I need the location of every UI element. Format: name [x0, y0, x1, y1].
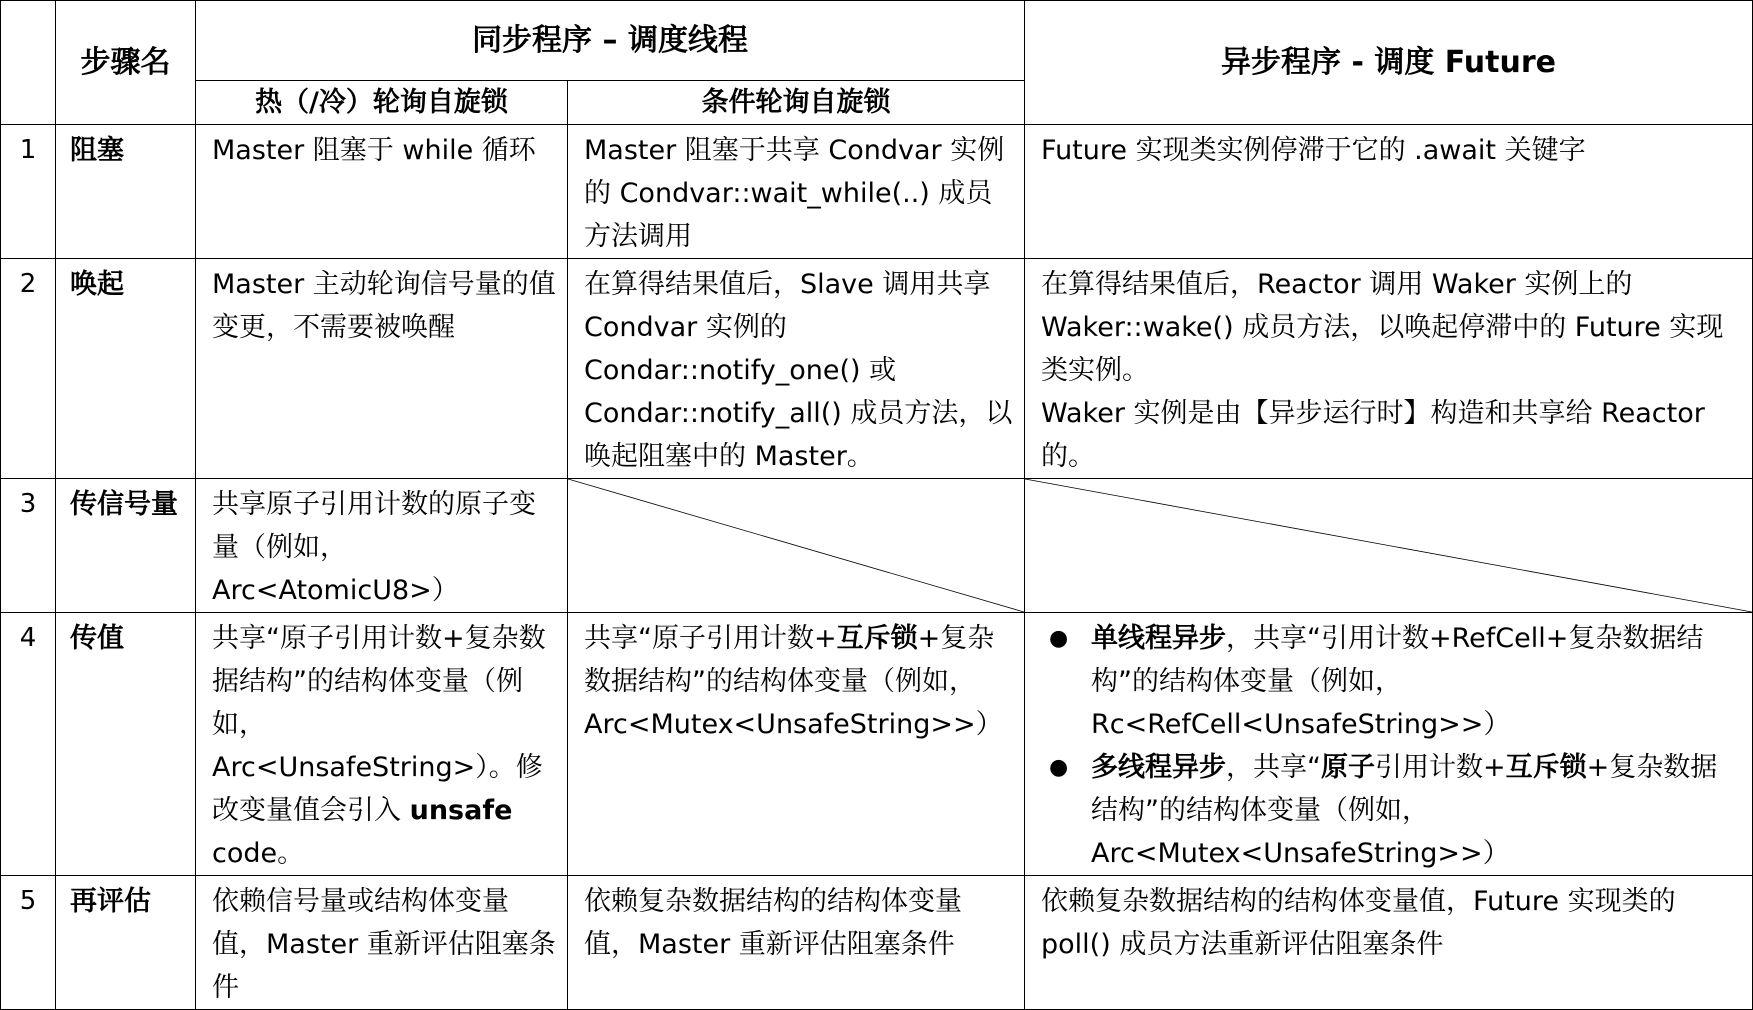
bullet-icon: ● [1049, 755, 1069, 780]
text-run-bold: 互斥锁 [836, 623, 918, 654]
header-row-top [1, 1, 1753, 81]
hot-spin-cell: Master 阻塞于 while 循环 [196, 125, 568, 259]
text-run: 共享“原子引用计数+复杂数据结构”的结构体变量（例如，Arc<UnsafeString>）。修改变量值会引入 [212, 623, 546, 826]
text-run-bold: 互斥锁 [1505, 752, 1587, 783]
header-hot-spin: 热（/冷）轮询自旋锁 [196, 81, 568, 125]
hot-spin-cell: 依赖信号量或结构体变量值，Master 重新评估阻塞条件 [196, 876, 568, 1010]
text-run: +复杂数据结构”的结构体变量（例如，Arc<Mutex<UnsafeString>>） [584, 623, 1003, 740]
async-cell [1025, 613, 1753, 876]
step-name: 唤起 [56, 259, 196, 479]
cond-spin-cell: Master 阻塞于共享 Condvar 实例的 Condvar::wait_while(..) 成员方法调用 [568, 125, 1025, 259]
step-name: 传值 [56, 613, 196, 876]
list-item [1041, 617, 1742, 746]
header-num-blank [1, 1, 56, 125]
cond-spin-cell: 在算得结果值后，Slave 调用共享 Condvar 实例的 Condar::notify_one() 或 Condar::notify_all() 成员方法，以唤起阻塞中的 Master。 [568, 259, 1025, 479]
diagonal-slash [1025, 479, 1752, 612]
async-cell: Future 实现类实例停滞于它的 .await 关键字 [1025, 125, 1753, 259]
header-step-name: 步骤名 [56, 1, 196, 125]
header-async-title: 异步程序 - 调度 Future [1025, 1, 1753, 125]
hot-spin-cell: 共享原子引用计数的原子变量（例如，Arc<AtomicU8>） [196, 479, 568, 613]
row-number: 4 [1, 613, 56, 876]
text-run: +复杂数据结构”的结构体变量（例如，Arc<Mutex<UnsafeString>>） [1091, 752, 1718, 869]
step-name: 传信号量 [56, 479, 196, 613]
text-run-bold: 原子 [1321, 752, 1376, 783]
text-run-bold: unsafe [409, 795, 513, 826]
cond-spin-cell [568, 613, 1025, 876]
text-run: ，共享“ [1226, 752, 1322, 783]
text-run: 引用计数+ [1375, 752, 1506, 783]
hot-spin-cell [196, 613, 568, 876]
list-item [1041, 746, 1742, 875]
row-number: 1 [1, 125, 56, 259]
hot-spin-cell: Master 主动轮询信号量的值变更，不需要被唤醒 [196, 259, 568, 479]
bullet-list [1041, 617, 1742, 875]
row-number: 5 [1, 876, 56, 1010]
bullet-icon: ● [1049, 626, 1069, 651]
row-number: 3 [1, 479, 56, 613]
step-name: 再评估 [56, 876, 196, 1010]
text-run: ，共享“引用计数+RefCell+复杂数据结构”的结构体变量（例如，Rc<RefCell<UnsafeString>>） [1091, 623, 1704, 740]
step-name: 阻塞 [56, 125, 196, 259]
async-paragraph: Waker 实例是由【异步运行时】构造和共享给 Reactor 的。 [1041, 398, 1705, 472]
table-row [1, 125, 1753, 259]
cond-spin-cell-empty [568, 479, 1025, 613]
header-cond-spin: 条件轮询自旋锁 [568, 81, 1025, 125]
table-row [1, 613, 1753, 876]
diagonal-slash [568, 479, 1024, 612]
cond-spin-cell: 依赖复杂数据结构的结构体变量值，Master 重新评估阻塞条件 [568, 876, 1025, 1010]
row-number: 2 [1, 259, 56, 479]
table-row [1, 259, 1753, 479]
async-cell [1025, 259, 1753, 479]
text-run-bold: 单线程异步 [1091, 623, 1227, 654]
table-row [1, 479, 1753, 613]
text-run: code。 [212, 838, 305, 869]
async-cell-empty [1025, 479, 1753, 613]
async-cell: 依赖复杂数据结构的结构体变量值，Future 实现类的 poll() 成员方法重新评估阻塞条件 [1025, 876, 1753, 1010]
text-run-bold: 多线程异步 [1091, 752, 1227, 783]
async-paragraph: 在算得结果值后，Reactor 调用 Waker 实例上的 Waker::wake() 成员方法，以唤起停滞中的 Future 实现类实例。 [1041, 269, 1724, 386]
header-sync-title: 同步程序 – 调度线程 [196, 1, 1025, 81]
text-run: 共享“原子引用计数+ [584, 623, 837, 654]
table-row [1, 876, 1753, 1010]
